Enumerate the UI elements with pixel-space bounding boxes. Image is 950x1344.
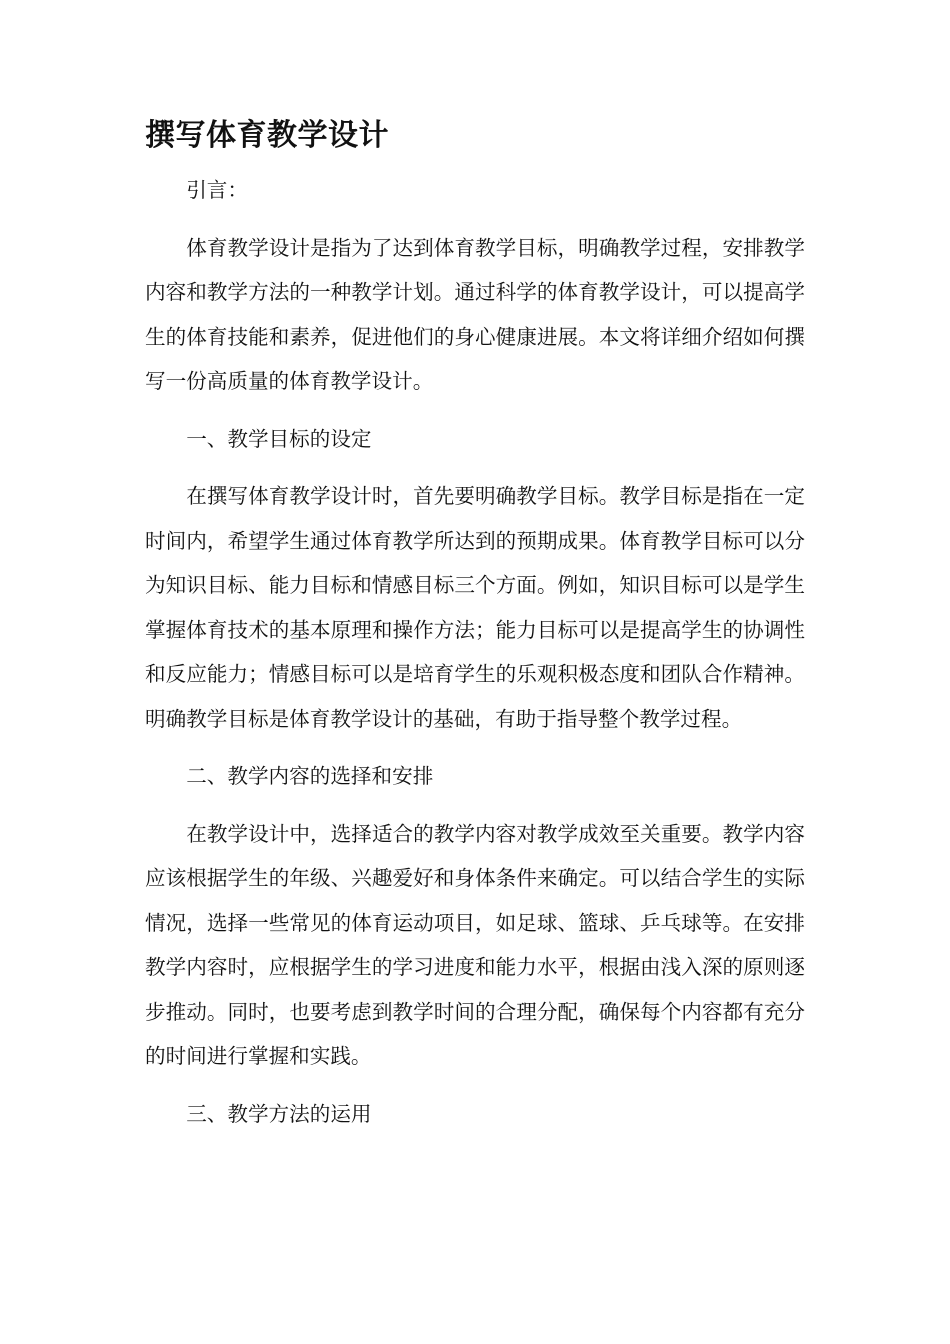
- content-paragraph: 在教学设计中，选择适合的教学内容对教学成效至关重要。教学内容应该根据学生的年级、兴趣爱好和身体条件来确定。可以结合学生的实际情况，选择一些常见的体育运动项目，如足球、篮球、乒乓球等。在安排教学内容时，应根据学生的学习进度和能力水平，根据由浅入深的原则逐步推动。同时，也要考虑到教学时间的合理分配，确保每个内容都有充分的时间进行掌握和实践。: [145, 821, 805, 1068]
- section-heading-objectives: 一、教学目标的设定: [186, 426, 372, 451]
- section-heading-content: 二、教学内容的选择和安排: [186, 764, 434, 788]
- intro-paragraph: 体育教学设计是指为了达到体育教学目标，明确教学过程，安排教学内容和教学方法的一种教学计划。通过科学的体育教学设计，可以提高学生的体育技能和素养，促进他们的身心健康进展。本文将详细介绍如何撰写一份高质量的体育教学设计。: [145, 235, 805, 393]
- objectives-paragraph: 在撰写体育教学设计时，首先要明确教学目标。教学目标是指在一定时间内，希望学生通过体育教学所达到的预期成果。体育教学目标可以分为知识目标、能力目标和情感目标三个方面。例如，知识目标可以是学生掌握体育技术的基本原理和操作方法；能力目标可以是提高学生的协调性和反应能力；情感目标可以是培育学生的乐观积极态度和团队合作精神。明确教学目标是体育教学设计的基础，有助于指导整个教学过程。: [145, 484, 805, 731]
- document-body: [145, 113, 805, 1136]
- document-title: 撰写体育教学设计: [145, 118, 389, 153]
- intro-label: 引言：: [186, 178, 248, 202]
- section-heading-methods: 三、教学方法的运用: [186, 1101, 372, 1126]
